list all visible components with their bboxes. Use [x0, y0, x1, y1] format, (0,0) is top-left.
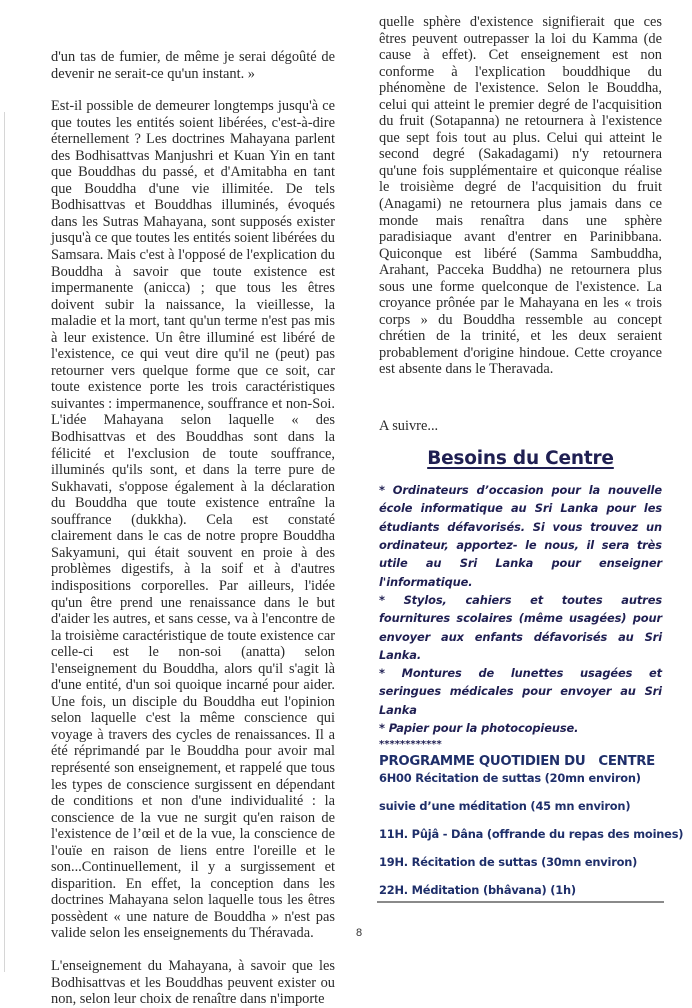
paragraph-gap — [51, 82, 335, 98]
schedule-item: suivie d’une méditation (45 mn environ) — [379, 799, 631, 814]
schedule-item: 19H. Récitation de suttas (30mn environ) — [379, 854, 638, 869]
paragraph: Est-il possible de demeurer longtemps jusqu'à ce que toutes les entités soient libérées, c'est-à-dire éternellement ? Les doctrines Mahayana parlent des Bodhisattvas Manjushri et Kuan Yin en tant que Bouddhas du passé, et d'Amitabha en tant que Bouddha d'une vie illimitée. De tels Bodhisattvas et Bouddhas illuminés, évoqués dans les Sutras Mahayana, sont supposés exister jusqu'à ce que toutes les entités soient libérées du Samsara. Mais c'est à l'opposé de l'explication du Bouddha à savoir que toute existence est impermanente (anicca) ; que tous les êtres doivent subir la naissance, la vieillesse, la maladie et la mort, tant qu'un terme n'est pas mis à leur existence. Un être illuminé est libéré de l'existence, ce qui veut dire qu'il ne (peut) pas retourner vers quelque forme que ce soit, car toute existence porte les trois caractéristiques suivantes : impermanence, souffrance et non-Soi. L'idée Mahayana selon laquelle « des Bodhisattvas et des Bouddhas sont dans la félicité et l'exclusion de toute souffrance, illuminés qu'ils sont, et dans la terre pure de Sukhavati, s'oppose également à la déclaration du Bouddha que toute existence entraîne la souffrance (dukkha). Cela est constaté clairement dans le cas de notre propre Bouddha Sakyamuni, qui était souvent en proie à des problèmes digestifs, à la soif et à d'autres indispositions corporelles. Par ailleurs, l'idée qu'un être prend une renaissance dans le but d'aider les autres, et sans cesse, va à l'encontre de la troisième caractéristique de toute existence car celle-ci est le non-soi (anatta) selon l'enseignement du Bouddha, alors qu'il s'agit là d'une entité, d'un soi quoique incarné pour aider. Une fois, un disciple du Bouddha eut l'opinion selon laquelle c'est la même conscience qui voyage à travers des cycles de renaissances. Il a été réprimandé par le Bouddha pour avoir mal représenté son enseignement, et rappelé que tous les types de conscience surgissent en dépendant de conditions et non d'une individualité : la conscience de la vue ne surgit qu'en raison de l'existence de l’œil et de la vue, la conscience de l'ouïe en raison de liens entre l'oreille et le son...Continuellement, il y a surgissement et disparition. En effet, la conception dans les doctrines Mahayana selon laquelle tous les êtres possèdent « une nature de Bouddha » n'est pas valide selon les enseignements du Théravada. — [51, 98, 335, 942]
paragraph: d'un tas de fumier, de même je serai dégoûté de devenir ne serait-ce qu'un instant. » — [51, 49, 335, 82]
paragraph-gap — [51, 942, 335, 958]
needs-item: * Stylos, cahiers et toutes autres fournitures scolaires (même usagées) pour envoyer aux enfants défavorisés au Sri Lanka. — [379, 592, 662, 662]
needs-item: * Montures de lunettes usagées et seringues médicales pour envoyer au Sri Lanka — [379, 666, 662, 717]
right-column — [379, 14, 684, 903]
needs-heading: Besoins du Centre — [427, 447, 614, 469]
schedule-bottom-rule — [377, 901, 664, 903]
program-heading: PROGRAMME QUOTIDIEN DU CENTRE — [379, 753, 655, 769]
paragraph: quelle sphère d'existence signifierait que ces êtres peuvent outrepasser la loi du Kamma (de cause à effet). Cet enseignement est non conforme à l'explication bouddhique du phénomène de l'existence. Selon le Bouddha, celui qui atteint le premier degré de l'acquisition du fruit (Sotapanna) ne retournera à l'existence que sept fois tout au plus. Celui qui atteint le second degré (Sakadagami) n'y retournera qu'une fois supplémentaire et quiconque réalise le troisième degré de l'acquisition du fruit (Anagami) ne retournera plus jamais dans ce monde mais renaîtra dans une sphère paradisiaque avant d'entrer en Parinibbana. Quiconque est libéré (Samma Sambuddha, Arahant, Pacceka Buddha) ne retournera plus sous une forme quelconque de l'existence. La croyance prônée par le Mahayana en les « trois corps » du Bouddha ressemble au concept chrétien de la trinité, et les deux seraient probablement d'origine hindoue. Cette croyance est absente dans le Theravada. — [379, 14, 662, 378]
needs-item: * Ordinateurs d’occasion pour la nouvelle école informatique au Sri Lanka pour les étudiants défavorisés. Si vous trouvez un ordinateur, apportez- le nous, il sera très utile au Sri Lanka pour enseigner l'informatique. — [379, 483, 662, 589]
continuation-note: A suivre... — [379, 418, 439, 435]
needs-item: * Papier pour la photocopieuse. — [379, 720, 579, 735]
schedule-item: 11H. Pûjâ - Dâna (offrande du repas des moines) — [379, 826, 684, 841]
schedule-item: 22H. Méditation (bhâvana) (1h) — [379, 882, 576, 897]
paragraph-gap — [379, 378, 662, 418]
section-separator: ************ — [379, 739, 442, 751]
paragraph: L'enseignement du Mahayana, à savoir que les Bodhisattvas et les Bouddhas peuvent exister ou non, selon leur choix de renaître dans n'importe — [51, 957, 335, 1008]
page-number: 8 — [356, 927, 363, 939]
schedule-item: 6H00 Récitation de suttas (20mn environ) — [379, 771, 641, 786]
page-edge-rule — [4, 112, 5, 972]
left-column — [51, 49, 335, 1008]
